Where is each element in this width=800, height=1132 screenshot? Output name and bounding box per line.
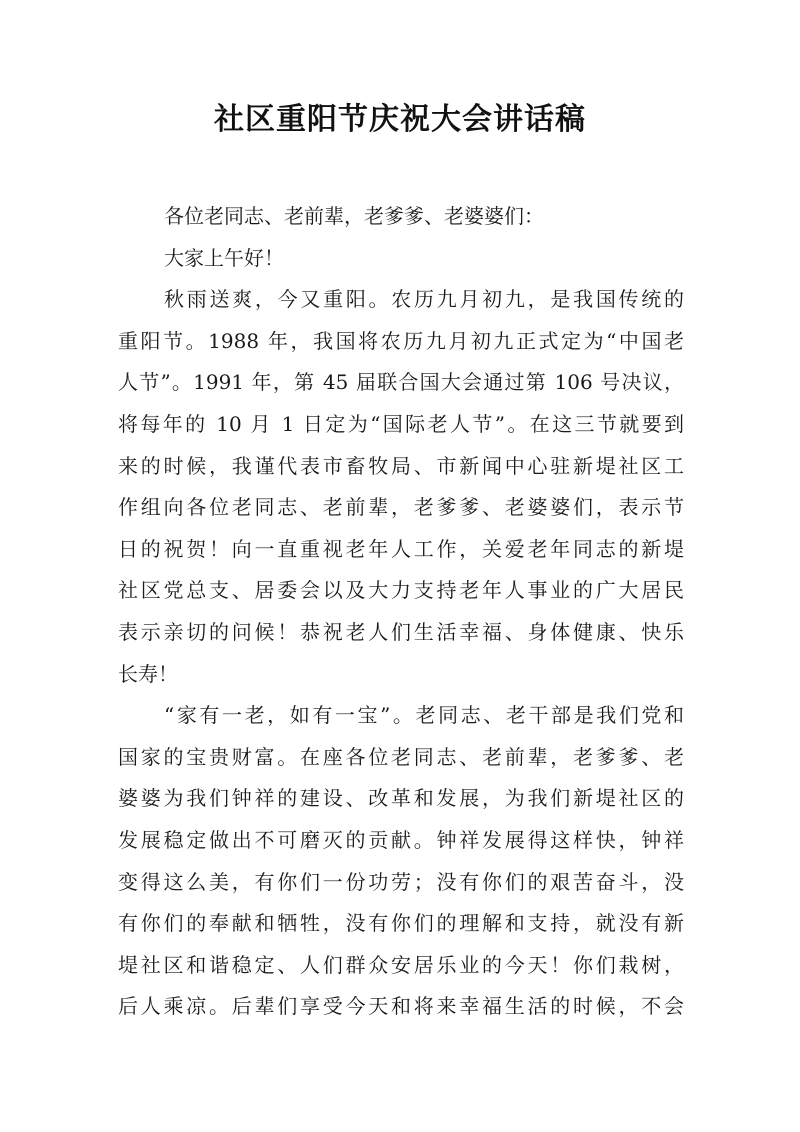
text-line: 秋雨送爽，今又重阳。农历九月初九，是我国传统的 bbox=[164, 287, 684, 312]
text-line: 发展稳定做出不可磨灭的贡献。钟祥发展得这样快，钟祥 bbox=[118, 827, 684, 852]
text-line: “家有一老，如有一宝”。老同志、老干部是我们党和 bbox=[164, 703, 684, 728]
text-line: 国家的宝贵财富。在座各位老同志、老前辈，老爹爹、老 bbox=[118, 744, 684, 769]
text-line: 表示亲切的问候！恭祝老人们生活幸福、身体健康、快乐 bbox=[118, 619, 684, 644]
text-line: 社区党总支、居委会以及大力支持老年人事业的广大居民 bbox=[118, 578, 684, 603]
text-line: 变得这么美，有你们一份功劳；没有你们的艰苦奋斗，没 bbox=[118, 869, 684, 894]
text-line: 长寿！ bbox=[118, 661, 178, 686]
document-title: 社区重阳节庆祝大会讲话稿 bbox=[214, 102, 586, 137]
text-line: 大家上午好！ bbox=[164, 245, 284, 270]
text-line: 堤社区和谐稳定、人们群众安居乐业的今天！你们栽树， bbox=[118, 952, 684, 977]
text-line: 来的时候，我谨代表市畜牧局、市新闻中心驻新堤社区工 bbox=[118, 453, 684, 478]
text-line: 后人乘凉。后辈们享受今天和将来幸福生活的时候，不会 bbox=[118, 994, 684, 1019]
text-line: 重阳节。1988 年，我国将农历九月初九正式定为“中国老 bbox=[118, 328, 684, 353]
text-line: 将每年的 10 月 1 日定为“国际老人节”。在这三节就要到 bbox=[118, 411, 684, 436]
text-line: 婆婆为我们钟祥的建设、改革和发展，为我们新堤社区的 bbox=[118, 786, 684, 811]
text-line: 作组向各位老同志、老前辈，老爹爹、老婆婆们，表示节 bbox=[118, 495, 684, 520]
text-line: 日的祝贺！向一直重视老年人工作，关爱老年同志的新堤 bbox=[118, 536, 684, 561]
text-line: 各位老同志、老前辈，老爹爹、老婆婆们： bbox=[164, 204, 544, 228]
text-line: 有你们的奉献和牺牲，没有你们的理解和支持，就没有新 bbox=[118, 911, 684, 936]
text-line: 人节”。1991 年，第 45 届联合国大会通过第 106 号决议， bbox=[118, 370, 684, 395]
document-body bbox=[118, 196, 684, 1028]
